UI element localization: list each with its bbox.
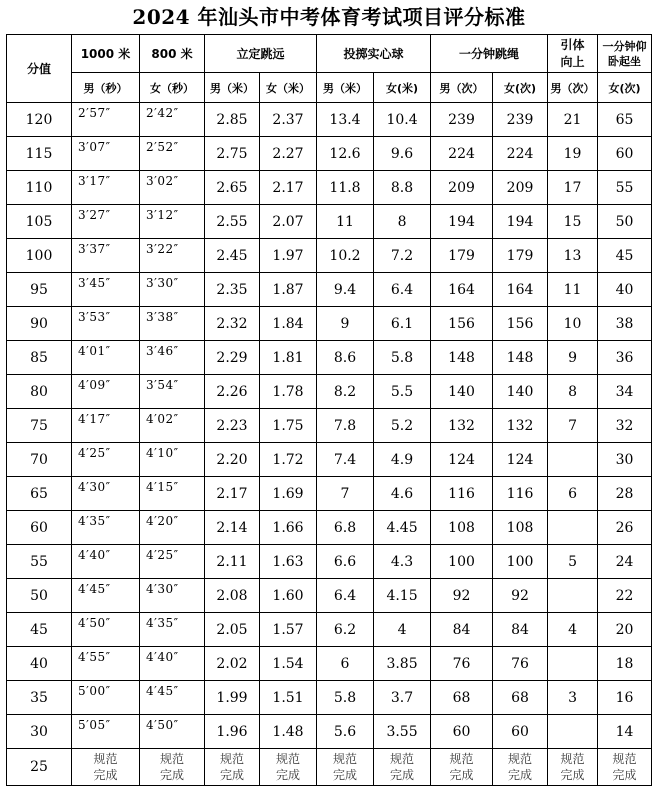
jump-m-cell: 2.32 bbox=[205, 307, 260, 341]
ball-m-cell: 7 bbox=[317, 477, 374, 511]
situp-f-cell: 16 bbox=[598, 681, 652, 715]
run1000-cell: 2′57″ bbox=[72, 103, 140, 137]
ball-m-cell: 7.4 bbox=[317, 443, 374, 477]
situp-f-cell: 36 bbox=[598, 341, 652, 375]
run800-cell: 4′50″ bbox=[140, 715, 205, 749]
pull-m-cell bbox=[548, 715, 598, 749]
table-row bbox=[7, 579, 652, 613]
standard-cell bbox=[317, 749, 374, 786]
run1000-cell: 4′50″ bbox=[72, 613, 140, 647]
run800-cell: 2′42″ bbox=[140, 103, 205, 137]
jump-m-cell: 2.02 bbox=[205, 647, 260, 681]
standard-line1: 规范 bbox=[333, 752, 358, 766]
rope-m-cell: 116 bbox=[431, 477, 493, 511]
jump-f-cell: 1.87 bbox=[260, 273, 317, 307]
pull-m-cell bbox=[548, 647, 598, 681]
score-cell: 80 bbox=[7, 375, 72, 409]
standard-cell bbox=[548, 749, 598, 786]
standard-line2: 完成 bbox=[449, 768, 474, 782]
ball-f-cell: 5.8 bbox=[374, 341, 431, 375]
ball-male-subheader: 男（米） bbox=[317, 73, 374, 103]
pull-m-cell: 3 bbox=[548, 681, 598, 715]
jump-m-cell: 2.35 bbox=[205, 273, 260, 307]
score-cell: 95 bbox=[7, 273, 72, 307]
standard-line1: 规范 bbox=[449, 752, 474, 766]
run800-cell: 4′15″ bbox=[140, 477, 205, 511]
rope-m-cell: 60 bbox=[431, 715, 493, 749]
pull-male-subheader: 男（次） bbox=[548, 73, 598, 103]
jump-m-cell: 2.85 bbox=[205, 103, 260, 137]
ball-f-cell: 5.2 bbox=[374, 409, 431, 443]
situp-f-cell: 38 bbox=[598, 307, 652, 341]
ball-f-cell: 4.9 bbox=[374, 443, 431, 477]
situp-f-cell: 30 bbox=[598, 443, 652, 477]
score-cell: 65 bbox=[7, 477, 72, 511]
score-cell: 85 bbox=[7, 341, 72, 375]
table-row bbox=[7, 647, 652, 681]
rope-m-cell: 164 bbox=[431, 273, 493, 307]
run800-cell: 4′30″ bbox=[140, 579, 205, 613]
ball-m-cell: 13.4 bbox=[317, 103, 374, 137]
pull-m-cell: 17 bbox=[548, 171, 598, 205]
run1000-cell: 4′45″ bbox=[72, 579, 140, 613]
standard-line1: 规范 bbox=[390, 752, 415, 766]
rope-f-cell: 124 bbox=[493, 443, 548, 477]
ball-m-cell: 11 bbox=[317, 205, 374, 239]
rope-f-cell: 60 bbox=[493, 715, 548, 749]
jump-f-cell: 1.57 bbox=[260, 613, 317, 647]
table-row bbox=[7, 613, 652, 647]
score-cell: 100 bbox=[7, 239, 72, 273]
rope-f-cell: 209 bbox=[493, 171, 548, 205]
rope-m-cell: 140 bbox=[431, 375, 493, 409]
situp-f-cell: 32 bbox=[598, 409, 652, 443]
jump-m-cell: 1.99 bbox=[205, 681, 260, 715]
run800-cell: 2′52″ bbox=[140, 137, 205, 171]
table-row bbox=[7, 545, 652, 579]
score-cell: 90 bbox=[7, 307, 72, 341]
situp-f-cell: 55 bbox=[598, 171, 652, 205]
ball-throw-header: 投掷实心球 bbox=[317, 35, 431, 73]
ball-m-cell: 5.8 bbox=[317, 681, 374, 715]
run800-cell: 3′02″ bbox=[140, 171, 205, 205]
jump-f-cell: 1.81 bbox=[260, 341, 317, 375]
ball-f-cell: 9.6 bbox=[374, 137, 431, 171]
table-row bbox=[7, 273, 652, 307]
score-cell: 105 bbox=[7, 205, 72, 239]
pull-m-cell: 7 bbox=[548, 409, 598, 443]
pull-m-cell: 9 bbox=[548, 341, 598, 375]
standard-cell bbox=[431, 749, 493, 786]
rope-f-cell: 132 bbox=[493, 409, 548, 443]
standard-line2: 完成 bbox=[276, 768, 301, 782]
run1000-subheader: 男（秒） bbox=[72, 73, 140, 103]
table-row bbox=[7, 205, 652, 239]
rope-m-cell: 108 bbox=[431, 511, 493, 545]
table-row bbox=[7, 681, 652, 715]
table-row bbox=[7, 511, 652, 545]
standard-line1: 规范 bbox=[159, 752, 184, 766]
jump-f-cell: 1.69 bbox=[260, 477, 317, 511]
run800-cell: 4′02″ bbox=[140, 409, 205, 443]
ball-f-cell: 10.4 bbox=[374, 103, 431, 137]
situp-f-cell: 18 bbox=[598, 647, 652, 681]
rope-f-cell: 100 bbox=[493, 545, 548, 579]
situp-f-cell: 65 bbox=[598, 103, 652, 137]
table-row bbox=[7, 307, 652, 341]
rope-f-cell: 148 bbox=[493, 341, 548, 375]
jump-m-cell: 2.11 bbox=[205, 545, 260, 579]
run800-cell: 4′35″ bbox=[140, 613, 205, 647]
run1000-cell: 3′45″ bbox=[72, 273, 140, 307]
situp-f-cell: 34 bbox=[598, 375, 652, 409]
ball-f-cell: 4.6 bbox=[374, 477, 431, 511]
run1000-cell: 4′35″ bbox=[72, 511, 140, 545]
ball-f-cell: 4.3 bbox=[374, 545, 431, 579]
situp-f-cell: 26 bbox=[598, 511, 652, 545]
jump-f-cell: 1.66 bbox=[260, 511, 317, 545]
ball-m-cell: 5.6 bbox=[317, 715, 374, 749]
situp-f-cell: 45 bbox=[598, 239, 652, 273]
run800-cell: 3′54″ bbox=[140, 375, 205, 409]
rope-f-cell: 76 bbox=[493, 647, 548, 681]
situp-f-cell: 20 bbox=[598, 613, 652, 647]
pull-m-cell: 11 bbox=[548, 273, 598, 307]
sit-up-header: 一分钟仰卧起坐 bbox=[598, 35, 652, 73]
rope-m-cell: 179 bbox=[431, 239, 493, 273]
run1000-cell: 3′27″ bbox=[72, 205, 140, 239]
ball-m-cell: 8.2 bbox=[317, 375, 374, 409]
rope-m-cell: 84 bbox=[431, 613, 493, 647]
ball-m-cell: 7.8 bbox=[317, 409, 374, 443]
standard-line2: 完成 bbox=[219, 768, 244, 782]
ball-f-cell: 4.15 bbox=[374, 579, 431, 613]
situp-f-cell: 40 bbox=[598, 273, 652, 307]
ball-m-cell: 9 bbox=[317, 307, 374, 341]
run800-cell: 3′30″ bbox=[140, 273, 205, 307]
situp-f-cell: 28 bbox=[598, 477, 652, 511]
long-jump-header: 立定跳远 bbox=[205, 35, 317, 73]
score-header: 分值 bbox=[7, 35, 72, 103]
ball-f-cell: 6.1 bbox=[374, 307, 431, 341]
table-row bbox=[7, 375, 652, 409]
run1000-cell: 4′09″ bbox=[72, 375, 140, 409]
standard-cell bbox=[260, 749, 317, 786]
score-cell: 70 bbox=[7, 443, 72, 477]
rope-f-cell: 239 bbox=[493, 103, 548, 137]
run1000-cell: 3′17″ bbox=[72, 171, 140, 205]
jump-m-cell: 2.17 bbox=[205, 477, 260, 511]
run1000-cell: 3′53″ bbox=[72, 307, 140, 341]
standard-line2: 完成 bbox=[333, 768, 358, 782]
score-cell: 25 bbox=[7, 749, 72, 786]
score-cell: 110 bbox=[7, 171, 72, 205]
run800-cell: 3′46″ bbox=[140, 341, 205, 375]
jump-f-cell: 1.48 bbox=[260, 715, 317, 749]
run800-header: 800 米 bbox=[140, 35, 205, 73]
run800-cell: 3′12″ bbox=[140, 205, 205, 239]
run1000-header: 1000 米 bbox=[72, 35, 140, 73]
score-cell: 75 bbox=[7, 409, 72, 443]
ball-female-subheader: 女(米) bbox=[374, 73, 431, 103]
standard-line2: 完成 bbox=[508, 768, 533, 782]
ball-f-cell: 8 bbox=[374, 205, 431, 239]
rope-skip-header: 一分钟跳绳 bbox=[431, 35, 548, 73]
table-row bbox=[7, 443, 652, 477]
rope-f-cell: 116 bbox=[493, 477, 548, 511]
run800-cell: 4′40″ bbox=[140, 647, 205, 681]
jump-m-cell: 2.65 bbox=[205, 171, 260, 205]
rope-f-cell: 156 bbox=[493, 307, 548, 341]
rope-m-cell: 68 bbox=[431, 681, 493, 715]
rope-m-cell: 156 bbox=[431, 307, 493, 341]
table-row-25 bbox=[7, 749, 652, 786]
jump-m-cell: 2.23 bbox=[205, 409, 260, 443]
rope-m-cell: 132 bbox=[431, 409, 493, 443]
table-row bbox=[7, 409, 652, 443]
jump-m-cell: 2.08 bbox=[205, 579, 260, 613]
table-row bbox=[7, 715, 652, 749]
ball-m-cell: 11.8 bbox=[317, 171, 374, 205]
run1000-cell: 5′00″ bbox=[72, 681, 140, 715]
ball-f-cell: 3.85 bbox=[374, 647, 431, 681]
ball-f-cell: 7.2 bbox=[374, 239, 431, 273]
score-cell: 50 bbox=[7, 579, 72, 613]
standard-cell bbox=[140, 749, 205, 786]
run1000-cell: 4′55″ bbox=[72, 647, 140, 681]
jump-f-cell: 1.72 bbox=[260, 443, 317, 477]
rope-f-cell: 140 bbox=[493, 375, 548, 409]
ball-f-cell: 5.5 bbox=[374, 375, 431, 409]
table-row bbox=[7, 477, 652, 511]
standard-cell bbox=[374, 749, 431, 786]
standard-line1: 规范 bbox=[276, 752, 301, 766]
rope-f-cell: 68 bbox=[493, 681, 548, 715]
jump-female-subheader: 女（米） bbox=[260, 73, 317, 103]
situp-female-subheader: 女(次) bbox=[598, 73, 652, 103]
rope-f-cell: 194 bbox=[493, 205, 548, 239]
standard-cell bbox=[72, 749, 140, 786]
situp-f-cell: 24 bbox=[598, 545, 652, 579]
rope-f-cell: 164 bbox=[493, 273, 548, 307]
standard-line1: 规范 bbox=[93, 752, 118, 766]
run800-cell: 3′22″ bbox=[140, 239, 205, 273]
standard-line1: 规范 bbox=[612, 752, 637, 766]
table-row bbox=[7, 103, 652, 137]
standard-line1: 规范 bbox=[219, 752, 244, 766]
run1000-cell: 4′25″ bbox=[72, 443, 140, 477]
jump-male-subheader: 男（米） bbox=[205, 73, 260, 103]
jump-f-cell: 1.54 bbox=[260, 647, 317, 681]
jump-f-cell: 2.37 bbox=[260, 103, 317, 137]
rope-f-cell: 108 bbox=[493, 511, 548, 545]
ball-m-cell: 6.4 bbox=[317, 579, 374, 613]
run1000-cell: 4′40″ bbox=[72, 545, 140, 579]
pull-m-cell: 4 bbox=[548, 613, 598, 647]
pull-m-cell bbox=[548, 579, 598, 613]
table-body bbox=[7, 103, 652, 786]
situp-f-cell: 60 bbox=[598, 137, 652, 171]
standard-cell bbox=[598, 749, 652, 786]
standard-line1: 规范 bbox=[560, 752, 585, 766]
rope-f-cell: 84 bbox=[493, 613, 548, 647]
standard-line2: 完成 bbox=[390, 768, 415, 782]
rope-m-cell: 124 bbox=[431, 443, 493, 477]
ball-m-cell: 6 bbox=[317, 647, 374, 681]
standard-cell bbox=[205, 749, 260, 786]
run1000-cell: 3′07″ bbox=[72, 137, 140, 171]
standard-line2: 完成 bbox=[159, 768, 184, 782]
run800-cell: 4′45″ bbox=[140, 681, 205, 715]
score-cell: 60 bbox=[7, 511, 72, 545]
jump-m-cell: 2.45 bbox=[205, 239, 260, 273]
table-row bbox=[7, 171, 652, 205]
jump-f-cell: 1.78 bbox=[260, 375, 317, 409]
rope-m-cell: 194 bbox=[431, 205, 493, 239]
standard-line2: 完成 bbox=[93, 768, 118, 782]
rope-f-cell: 179 bbox=[493, 239, 548, 273]
run1000-cell: 5′05″ bbox=[72, 715, 140, 749]
ball-f-cell: 3.55 bbox=[374, 715, 431, 749]
run1000-cell: 4′30″ bbox=[72, 477, 140, 511]
run1000-cell: 4′01″ bbox=[72, 341, 140, 375]
ball-f-cell: 3.7 bbox=[374, 681, 431, 715]
ball-m-cell: 6.8 bbox=[317, 511, 374, 545]
run800-cell: 3′38″ bbox=[140, 307, 205, 341]
jump-m-cell: 2.75 bbox=[205, 137, 260, 171]
ball-f-cell: 4.45 bbox=[374, 511, 431, 545]
run800-cell: 4′10″ bbox=[140, 443, 205, 477]
score-cell: 45 bbox=[7, 613, 72, 647]
run800-cell: 4′25″ bbox=[140, 545, 205, 579]
run800-cell: 4′20″ bbox=[140, 511, 205, 545]
rope-f-cell: 224 bbox=[493, 137, 548, 171]
pull-m-cell: 15 bbox=[548, 205, 598, 239]
jump-m-cell: 2.20 bbox=[205, 443, 260, 477]
standard-cell bbox=[493, 749, 548, 786]
rope-m-cell: 100 bbox=[431, 545, 493, 579]
standard-line1: 规范 bbox=[508, 752, 533, 766]
pull-m-cell bbox=[548, 443, 598, 477]
ball-m-cell: 9.4 bbox=[317, 273, 374, 307]
jump-f-cell: 1.84 bbox=[260, 307, 317, 341]
table-row bbox=[7, 137, 652, 171]
standard-line2: 完成 bbox=[612, 768, 637, 782]
rope-f-cell: 92 bbox=[493, 579, 548, 613]
run1000-cell: 3′37″ bbox=[72, 239, 140, 273]
rope-m-cell: 224 bbox=[431, 137, 493, 171]
score-cell: 120 bbox=[7, 103, 72, 137]
pull-m-cell: 6 bbox=[548, 477, 598, 511]
jump-f-cell: 2.07 bbox=[260, 205, 317, 239]
pull-m-cell: 10 bbox=[548, 307, 598, 341]
jump-m-cell: 1.96 bbox=[205, 715, 260, 749]
rope-m-cell: 209 bbox=[431, 171, 493, 205]
score-cell: 115 bbox=[7, 137, 72, 171]
pull-m-cell: 8 bbox=[548, 375, 598, 409]
jump-f-cell: 2.27 bbox=[260, 137, 317, 171]
jump-f-cell: 1.75 bbox=[260, 409, 317, 443]
ball-m-cell: 6.2 bbox=[317, 613, 374, 647]
jump-m-cell: 2.29 bbox=[205, 341, 260, 375]
ball-m-cell: 10.2 bbox=[317, 239, 374, 273]
page-title: 2024 年汕头市中考体育考试项目评分标准 bbox=[132, 5, 526, 29]
rope-male-subheader: 男（次） bbox=[431, 73, 493, 103]
jump-f-cell: 2.17 bbox=[260, 171, 317, 205]
run800-subheader: 女（秒） bbox=[140, 73, 205, 103]
rope-m-cell: 76 bbox=[431, 647, 493, 681]
ball-f-cell: 6.4 bbox=[374, 273, 431, 307]
rope-m-cell: 239 bbox=[431, 103, 493, 137]
run1000-cell: 4′17″ bbox=[72, 409, 140, 443]
ball-m-cell: 12.6 bbox=[317, 137, 374, 171]
score-cell: 30 bbox=[7, 715, 72, 749]
ball-m-cell: 6.6 bbox=[317, 545, 374, 579]
situp-f-cell: 50 bbox=[598, 205, 652, 239]
ball-m-cell: 8.6 bbox=[317, 341, 374, 375]
table-row bbox=[7, 239, 652, 273]
score-cell: 55 bbox=[7, 545, 72, 579]
pull-up-header: 引体向上 bbox=[548, 35, 598, 73]
situp-f-cell: 14 bbox=[598, 715, 652, 749]
ball-f-cell: 4 bbox=[374, 613, 431, 647]
rope-female-subheader: 女(次) bbox=[493, 73, 548, 103]
pull-m-cell bbox=[548, 511, 598, 545]
score-cell: 40 bbox=[7, 647, 72, 681]
jump-m-cell: 2.05 bbox=[205, 613, 260, 647]
rope-m-cell: 148 bbox=[431, 341, 493, 375]
jump-m-cell: 2.26 bbox=[205, 375, 260, 409]
jump-m-cell: 2.14 bbox=[205, 511, 260, 545]
jump-f-cell: 1.51 bbox=[260, 681, 317, 715]
jump-f-cell: 1.63 bbox=[260, 545, 317, 579]
rope-m-cell: 92 bbox=[431, 579, 493, 613]
jump-f-cell: 1.97 bbox=[260, 239, 317, 273]
pull-m-cell: 13 bbox=[548, 239, 598, 273]
jump-f-cell: 1.60 bbox=[260, 579, 317, 613]
pull-m-cell: 5 bbox=[548, 545, 598, 579]
situp-f-cell: 22 bbox=[598, 579, 652, 613]
jump-m-cell: 2.55 bbox=[205, 205, 260, 239]
table-row bbox=[7, 341, 652, 375]
scoring-table bbox=[6, 34, 652, 786]
header-row bbox=[7, 35, 652, 73]
ball-f-cell: 8.8 bbox=[374, 171, 431, 205]
pull-m-cell: 19 bbox=[548, 137, 598, 171]
standard-line2: 完成 bbox=[560, 768, 585, 782]
score-cell: 35 bbox=[7, 681, 72, 715]
pull-m-cell: 21 bbox=[548, 103, 598, 137]
subheader-row bbox=[7, 73, 652, 103]
